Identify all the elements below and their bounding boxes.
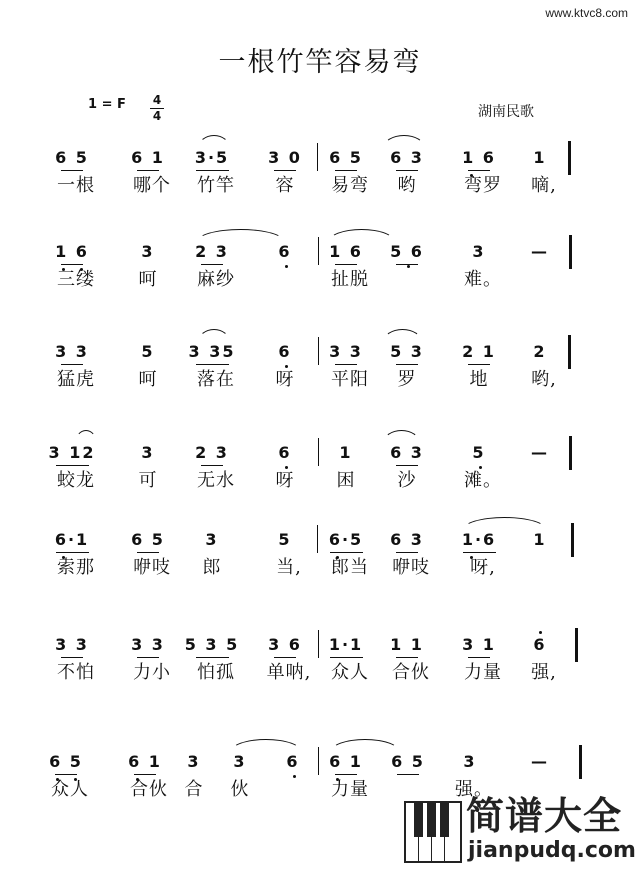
note-group: 1·1	[328, 635, 364, 654]
time-signature-bottom: 4	[152, 109, 162, 123]
lyric-text: 地	[469, 369, 489, 390]
note-group: 3	[187, 752, 201, 771]
lyric-text: 力量	[464, 662, 502, 683]
note-group: 2 3	[195, 443, 229, 462]
lyric-text: 郎当	[331, 557, 369, 578]
bar-line	[318, 337, 319, 365]
duration-dot	[479, 466, 482, 469]
note-beam	[196, 364, 229, 365]
lyric-text: 力小	[133, 662, 171, 683]
note-group: 3	[463, 752, 477, 771]
time-signature-top: 4	[152, 93, 162, 107]
note-group: 6 1	[131, 148, 165, 167]
note-group: 5 6	[390, 242, 424, 261]
slur-arc	[230, 739, 302, 752]
note-group: 6 5	[131, 530, 165, 549]
lyric-text: 落在	[197, 369, 235, 390]
octave-dot	[539, 631, 542, 634]
note-group: 1	[533, 148, 547, 167]
note-beam	[335, 364, 357, 365]
end-bar-line	[575, 628, 578, 662]
note-group: 3	[233, 752, 247, 771]
slur-arc	[196, 229, 285, 242]
note-beam	[463, 552, 496, 553]
lyric-text: 哪个	[133, 175, 171, 196]
lyric-text: 强,	[531, 662, 557, 683]
note-beam	[396, 657, 418, 658]
note-group: 3 1	[462, 635, 496, 654]
note-group: 1 1	[390, 635, 424, 654]
note-beam	[468, 170, 490, 171]
lyric-text: 索那	[57, 557, 95, 578]
lyric-text: 合伙	[130, 779, 168, 800]
note-beam	[201, 264, 223, 265]
lyric-text: 哟,	[531, 369, 557, 390]
lyric-text: 呀,	[470, 557, 496, 578]
note-beam	[137, 657, 159, 658]
score-system	[0, 444, 640, 524]
note-group: —	[531, 443, 549, 462]
note-beam	[196, 657, 229, 658]
lyric-text: 呀	[275, 369, 295, 390]
time-signature	[150, 94, 164, 123]
end-bar-line	[568, 141, 571, 175]
lyric-text: 咿吱	[133, 557, 171, 578]
lyric-text: 郎	[202, 557, 222, 578]
slur-arc	[75, 430, 97, 443]
lyric-text: 沙	[397, 470, 417, 491]
bar-line	[318, 630, 319, 658]
note-group: 5	[472, 443, 486, 462]
slur-arc	[383, 329, 422, 342]
note-group: 5	[141, 342, 155, 361]
note-group: 3	[141, 242, 155, 261]
lyric-text: 扯脱	[331, 269, 369, 290]
note-group: 6	[278, 443, 292, 462]
slur-arc	[198, 329, 230, 342]
duration-dot	[293, 775, 296, 778]
note-beam	[396, 364, 418, 365]
duration-dot	[285, 265, 288, 268]
lyric-text: 众人	[51, 779, 89, 800]
note-group: 6 5	[55, 148, 89, 167]
lyric-text: 猛虎	[57, 369, 95, 390]
lyric-text: 嘀,	[531, 175, 557, 196]
lyric-text: 众人	[331, 662, 369, 683]
end-bar-line	[569, 436, 572, 470]
note-group: 3 3	[329, 342, 363, 361]
note-beam	[468, 657, 490, 658]
lyric-text: 单呐,	[266, 662, 312, 683]
note-beam	[335, 170, 357, 171]
note-group: 3 3	[55, 635, 89, 654]
note-beam	[56, 465, 89, 466]
note-beam	[468, 364, 490, 365]
note-group: 3 3	[131, 635, 165, 654]
slur-arc	[383, 430, 420, 443]
lyric-text: 伙	[230, 779, 250, 800]
slur-arc	[198, 135, 230, 148]
lyric-text: 平阳	[331, 369, 369, 390]
note-group: 1 6	[462, 148, 496, 167]
lyric-text: 滩。	[464, 470, 502, 491]
note-beam	[137, 552, 159, 553]
lyric-text: 呀	[275, 470, 295, 491]
note-beam	[330, 552, 363, 553]
note-group: 6	[278, 342, 292, 361]
note-group: 3	[141, 443, 155, 462]
note-group: 6 5	[49, 752, 83, 771]
lyric-text: 困	[336, 470, 356, 491]
lyric-text: 易弯	[331, 175, 369, 196]
lyric-text: 强。	[455, 779, 493, 800]
note-group: 6	[278, 242, 292, 261]
slur-arc	[330, 739, 400, 752]
duration-dot	[285, 365, 288, 368]
note-group: 3 35	[188, 342, 236, 361]
note-beam	[134, 774, 156, 775]
song-attribution: 湖南民歌	[478, 104, 534, 120]
end-bar-line	[568, 335, 571, 369]
lyric-text: 竹竿	[197, 175, 235, 196]
note-beam	[196, 170, 229, 171]
note-group: 1	[533, 530, 547, 549]
lyric-text: 咿吱	[392, 557, 430, 578]
note-beam	[335, 774, 357, 775]
lyric-text: 怕孤	[197, 662, 235, 683]
note-group: —	[531, 752, 549, 771]
note-group: 3·5	[194, 148, 230, 167]
note-group: 6·1	[54, 530, 90, 549]
slur-arc	[328, 229, 395, 242]
note-beam	[396, 552, 418, 553]
note-group: 6 1	[329, 752, 363, 771]
note-group: 6 3	[390, 530, 424, 549]
note-group: 1 6	[55, 242, 89, 261]
note-group: 3 12	[48, 443, 96, 462]
note-group: 3	[472, 242, 486, 261]
watermark-url: jianpudq.com	[468, 838, 636, 863]
duration-dot	[285, 466, 288, 469]
note-beam	[201, 465, 223, 466]
lyric-text: 难。	[464, 269, 502, 290]
end-bar-line	[571, 523, 574, 557]
note-group: 6	[533, 635, 547, 654]
end-bar-line	[579, 745, 582, 779]
bar-line	[318, 237, 319, 265]
score-system	[0, 531, 640, 611]
note-beam	[61, 657, 83, 658]
lyric-text: 当,	[276, 557, 302, 578]
note-group: 1·6	[461, 530, 497, 549]
note-group: 6 3	[390, 443, 424, 462]
note-group: 1	[339, 443, 353, 462]
note-group: 3 3	[55, 342, 89, 361]
note-beam	[56, 552, 89, 553]
note-group: 5 3	[390, 342, 424, 361]
song-title: 一根竹竿容易弯	[218, 47, 422, 78]
piano-icon	[404, 801, 462, 863]
note-group: 6 5	[329, 148, 363, 167]
lyric-text: 哟	[397, 175, 417, 196]
note-group: 6 3	[390, 148, 424, 167]
note-group: 3 6	[268, 635, 302, 654]
note-group: 5 3 5	[184, 635, 240, 654]
bar-line	[317, 525, 318, 553]
lyric-text: 蛟龙	[57, 470, 95, 491]
note-group: 3 0	[268, 148, 302, 167]
note-beam	[61, 170, 83, 171]
note-group: —	[531, 242, 549, 261]
watermark	[404, 795, 634, 865]
lyric-text: 一根	[57, 175, 95, 196]
note-group: 3	[205, 530, 219, 549]
lyric-text: 力量	[331, 779, 369, 800]
note-group: 6 1	[128, 752, 162, 771]
lyric-text: 呵	[138, 269, 158, 290]
duration-dot	[407, 265, 410, 268]
end-bar-line	[569, 235, 572, 269]
note-group: 5	[278, 530, 292, 549]
note-group: 2 3	[195, 242, 229, 261]
note-beam	[61, 264, 83, 265]
lyric-text: 容	[275, 175, 295, 196]
bar-line	[317, 143, 318, 171]
score-system	[0, 243, 640, 323]
lyric-text: 可	[138, 470, 158, 491]
note-group: 1 6	[329, 242, 363, 261]
score-system	[0, 343, 640, 423]
lyric-text: 合伙	[392, 662, 430, 683]
slur-arc	[383, 135, 425, 148]
note-beam	[274, 170, 296, 171]
lyric-text: 不怕	[57, 662, 95, 683]
note-beam	[396, 465, 418, 466]
bar-line	[318, 438, 319, 466]
note-group: 6	[286, 752, 300, 771]
score-system	[0, 149, 640, 229]
note-group: 2 1	[462, 342, 496, 361]
note-group: 2	[533, 342, 547, 361]
lyric-text: 呵	[138, 369, 158, 390]
note-beam	[396, 170, 418, 171]
note-beam	[335, 264, 357, 265]
watermark-name: 简谱大全	[466, 794, 623, 838]
lyric-text: 弯罗	[464, 175, 502, 196]
site-url[interactable]: www.ktvc8.com	[545, 6, 628, 20]
key-signature: 1 = F	[88, 97, 126, 112]
note-group: 6·5	[328, 530, 364, 549]
note-group: 6 5	[391, 752, 425, 771]
bar-line	[318, 747, 319, 775]
lyric-text: 合	[184, 779, 204, 800]
note-beam	[330, 657, 363, 658]
score-system	[0, 636, 640, 716]
lyric-text: 罗	[397, 369, 417, 390]
note-beam	[61, 364, 83, 365]
lyric-text: 无水	[197, 470, 235, 491]
note-beam	[274, 657, 296, 658]
note-beam	[55, 774, 77, 775]
lyric-text: 三缕	[57, 269, 95, 290]
lyric-text: 麻纱	[197, 269, 235, 290]
note-beam	[137, 170, 159, 171]
note-beam	[397, 774, 419, 775]
